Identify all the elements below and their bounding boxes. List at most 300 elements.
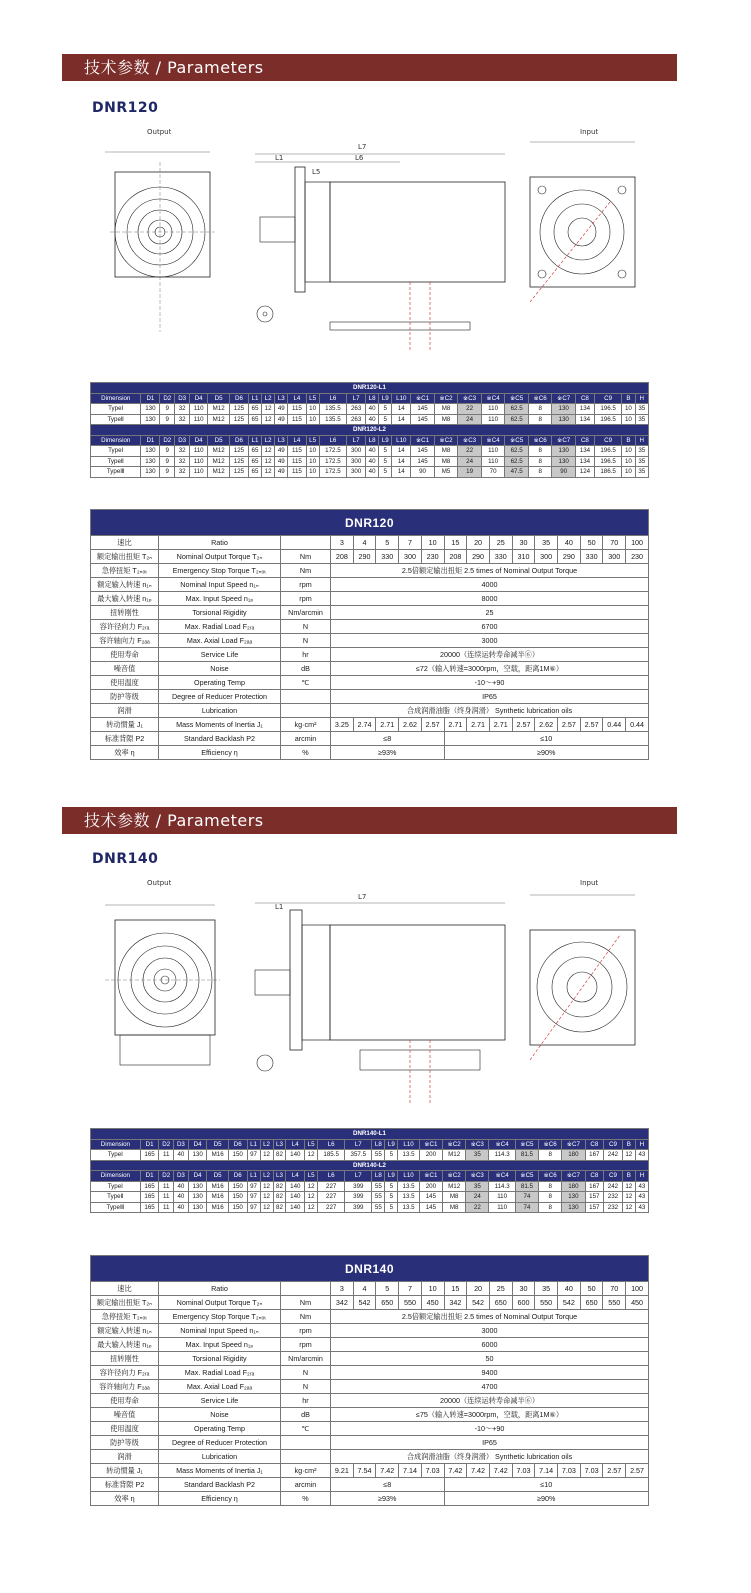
dim-header-cell: L8 xyxy=(372,1171,385,1182)
model-title: DNR140 xyxy=(92,851,159,867)
dim-cell: 11 xyxy=(159,1181,174,1192)
dim-cell: 24 xyxy=(466,1192,489,1203)
dim-cell: 10 xyxy=(306,467,319,478)
dim-header-cell: ※C3 xyxy=(458,393,482,404)
param-label-cn: 扭转刚性 xyxy=(91,1352,159,1366)
dim-cell: 110 xyxy=(190,446,208,457)
dim-cell: 49 xyxy=(275,414,288,425)
torque-value: 290 xyxy=(353,550,376,564)
ratio-value: 5 xyxy=(376,1282,399,1296)
inertia-value: 3.25 xyxy=(331,718,354,732)
dim-cell: 145 xyxy=(419,1202,442,1213)
dim-cell: 157 xyxy=(585,1202,604,1213)
dim-cell: 150 xyxy=(228,1202,247,1213)
dim-cell: 5 xyxy=(385,1202,398,1213)
param-label-en: Torsional Rigidity xyxy=(159,606,281,620)
dim-group-title: DNR140-L1 xyxy=(91,1129,649,1140)
param-value: 25 xyxy=(331,606,649,620)
dim-cell: 145 xyxy=(411,446,435,457)
dim-cell: 82 xyxy=(273,1192,286,1203)
dim-cell: 49 xyxy=(275,456,288,467)
svg-text:L7: L7 xyxy=(358,893,367,901)
dim-header-cell: D6 xyxy=(228,1139,247,1150)
torque-value: 650 xyxy=(580,1296,603,1310)
dim-cell: 40 xyxy=(174,1202,189,1213)
dim-header-cell: ※C6 xyxy=(539,1139,562,1150)
param-row xyxy=(91,1366,649,1380)
dim-cell: M8 xyxy=(443,1192,466,1203)
dim-cell: 35 xyxy=(635,404,648,415)
inertia-value: 7.03 xyxy=(512,1464,535,1478)
torque-value: 208 xyxy=(444,550,467,564)
param-label-en: Mass Moments of Inertia J₁ xyxy=(159,718,281,732)
inertia-value: 2.57 xyxy=(603,1464,626,1478)
dim-cell: 185.5 xyxy=(318,1150,345,1161)
inertia-value: 7.14 xyxy=(535,1464,558,1478)
dim-header-cell: D4 xyxy=(190,393,208,404)
dim-header-cell: ※C3 xyxy=(466,1139,489,1150)
dim-header-cell: Dimension xyxy=(91,435,141,446)
torque-value: 550 xyxy=(399,1296,422,1310)
ratio-value: 4 xyxy=(353,536,376,550)
dim-header-cell: ※C3 xyxy=(458,435,482,446)
dim-cell: 47.5 xyxy=(505,467,529,478)
dim-cell: 22 xyxy=(458,446,482,457)
param-label-cn: 容许轴向力 F₂ₐₐ xyxy=(91,634,159,648)
param-label-cn: 噪音值 xyxy=(91,1408,159,1422)
dim-cell: 130 xyxy=(188,1181,207,1192)
dim-cell: M12 xyxy=(208,404,230,415)
dim-header-cell: L8 xyxy=(366,435,379,446)
dim-cell: 12 xyxy=(260,1202,273,1213)
inertia-value: 2.71 xyxy=(467,718,490,732)
dim-header-cell: Dimension xyxy=(91,1171,141,1182)
dim-group-title-row xyxy=(91,383,649,394)
dim-cell: 90 xyxy=(411,467,435,478)
dim-cell: 10 xyxy=(622,414,635,425)
technical-drawing xyxy=(90,122,650,362)
dim-cell: 10 xyxy=(306,414,319,425)
dim-cell: 196.5 xyxy=(594,404,622,415)
param-unit: Nm xyxy=(281,1296,331,1310)
dim-cell: 130 xyxy=(552,414,576,425)
inertia-value: 0.44 xyxy=(603,718,626,732)
dim-cell: 8 xyxy=(528,446,552,457)
dim-cell: 110 xyxy=(489,1192,515,1203)
dim-cell: 32 xyxy=(175,404,190,415)
drawing-output-label: Output xyxy=(147,879,172,887)
inertia-value: 2.62 xyxy=(535,718,558,732)
dim-cell: 150 xyxy=(228,1150,247,1161)
dim-header-cell: C8 xyxy=(575,393,594,404)
dim-header-cell: D3 xyxy=(175,435,190,446)
dim-cell: 10 xyxy=(622,404,635,415)
dim-cell: 10 xyxy=(306,404,319,415)
dim-header-cell: L7 xyxy=(345,1139,372,1150)
dim-cell: 110 xyxy=(481,446,505,457)
ratio-value: 10 xyxy=(421,536,444,550)
section-banner: 技术参数 / Parameters xyxy=(62,807,677,834)
ratio-value: 30 xyxy=(512,1282,535,1296)
svg-text:L5: L5 xyxy=(312,168,321,176)
torque-value: 300 xyxy=(603,550,626,564)
ratio-row xyxy=(91,536,649,550)
param-unit: N xyxy=(281,620,331,634)
dim-cell: M16 xyxy=(207,1150,228,1161)
dim-header-cell: L9 xyxy=(379,435,392,446)
torque-value: 450 xyxy=(626,1296,649,1310)
dim-header-cell: ※C7 xyxy=(562,1139,585,1150)
dim-header-cell: D5 xyxy=(207,1139,228,1150)
backlash-value-low: ≤8 xyxy=(331,732,445,746)
param-row xyxy=(91,592,649,606)
dim-cell: 43 xyxy=(635,1192,648,1203)
torque-value: 542 xyxy=(558,1296,581,1310)
dim-header-cell: L1 xyxy=(247,1171,260,1182)
dim-cell: 134 xyxy=(575,456,594,467)
dim-cell: M12 xyxy=(208,456,230,467)
dim-cell: 12 xyxy=(622,1192,635,1203)
dimension-table xyxy=(90,382,649,478)
dim-cell: 130 xyxy=(552,446,576,457)
ratio-value: 100 xyxy=(626,536,649,550)
dim-cell: 242 xyxy=(604,1181,623,1192)
ratio-unit xyxy=(281,536,331,550)
dim-header-cell: L3 xyxy=(275,435,288,446)
dim-header-cell: ※C1 xyxy=(411,393,435,404)
dim-header-cell: L4 xyxy=(288,435,306,446)
dim-cell: 8 xyxy=(528,467,552,478)
inertia-value: 7.03 xyxy=(421,1464,444,1478)
dim-cell: 65 xyxy=(248,456,261,467)
param-label-cn: 使用寿命 xyxy=(91,1394,159,1408)
param-unit xyxy=(281,690,331,704)
backlash-value-high: ≤10 xyxy=(444,1478,648,1492)
inertia-row xyxy=(91,718,649,732)
dim-header-cell: D1 xyxy=(141,393,160,404)
dim-cell: 114.3 xyxy=(489,1181,515,1192)
efficiency-value-low: ≥93% xyxy=(331,746,445,760)
dim-cell: 82 xyxy=(273,1202,286,1213)
dim-header-cell: D5 xyxy=(208,393,230,404)
ratio-unit xyxy=(281,1282,331,1296)
dim-header-cell: L2 xyxy=(262,435,275,446)
dim-cell: M8 xyxy=(434,456,458,467)
torque-row xyxy=(91,1296,649,1310)
dim-cell: 130 xyxy=(188,1192,207,1203)
param-row xyxy=(91,1310,649,1324)
param-value: IP65 xyxy=(331,1436,649,1450)
param-label-cn: 额定输入转速 n₁ₙ xyxy=(91,578,159,592)
param-row xyxy=(91,1324,649,1338)
dim-header-cell: ※C1 xyxy=(419,1171,442,1182)
torque-value: 230 xyxy=(626,550,649,564)
ratio-value: 3 xyxy=(331,536,354,550)
dim-cell: 124 xyxy=(575,467,594,478)
param-label-en: Service Life xyxy=(159,648,281,662)
dim-cell: M16 xyxy=(207,1192,228,1203)
param-value: -10～+90 xyxy=(331,1422,649,1436)
ratio-value: 70 xyxy=(603,536,626,550)
dim-cell: 14 xyxy=(392,467,411,478)
dim-cell: 9 xyxy=(160,404,175,415)
dim-header-cell: C9 xyxy=(594,435,622,446)
dim-header-cell: L6 xyxy=(318,1171,345,1182)
param-unit: ℃ xyxy=(281,1422,331,1436)
dim-cell: 81.5 xyxy=(515,1181,538,1192)
param-label-en: Standard Backlash P2 xyxy=(159,732,281,746)
ratio-value: 40 xyxy=(558,1282,581,1296)
dim-cell: 110 xyxy=(481,414,505,425)
dim-cell: 12 xyxy=(260,1192,273,1203)
dim-cell: M12 xyxy=(443,1181,466,1192)
ratio-value: 25 xyxy=(489,536,512,550)
dim-data-row xyxy=(91,1192,649,1203)
inertia-value: 2.57 xyxy=(512,718,535,732)
ratio-value: 100 xyxy=(626,1282,649,1296)
dim-header-cell: L9 xyxy=(385,1171,398,1182)
inertia-row xyxy=(91,1464,649,1478)
torque-value: 310 xyxy=(512,550,535,564)
dim-header-cell: D3 xyxy=(174,1139,189,1150)
torque-value: 542 xyxy=(353,1296,376,1310)
dim-cell: M5 xyxy=(434,467,458,478)
dim-header-cell: ※C7 xyxy=(552,393,576,404)
param-unit: N xyxy=(281,1380,331,1394)
dim-cell: 180 xyxy=(562,1181,585,1192)
torque-value: 600 xyxy=(512,1296,535,1310)
dim-cell: 12 xyxy=(260,1150,273,1161)
dim-header-cell: ※C1 xyxy=(419,1139,442,1150)
dim-cell: 14 xyxy=(392,446,411,457)
dim-header-cell: ※C2 xyxy=(443,1139,466,1150)
dim-cell: 12 xyxy=(305,1192,318,1203)
dim-header-cell: C8 xyxy=(575,435,594,446)
inertia-value: 2.57 xyxy=(558,718,581,732)
inertia-value: 7.42 xyxy=(444,1464,467,1478)
torque-value: 290 xyxy=(558,550,581,564)
dim-cell: 74 xyxy=(515,1192,538,1203)
parameter-table xyxy=(90,509,649,760)
ratio-value: 3 xyxy=(331,1282,354,1296)
dim-cell: 172.5 xyxy=(319,467,347,478)
param-table-body xyxy=(91,1256,649,1506)
param-label-en: Max. Axial Load F₂ₐₐ xyxy=(159,1380,281,1394)
dim-cell: 200 xyxy=(419,1181,442,1192)
dim-cell: 140 xyxy=(286,1150,305,1161)
dim-cell: 130 xyxy=(188,1150,207,1161)
dim-cell: 232 xyxy=(604,1192,623,1203)
inertia-value: 7.42 xyxy=(489,1464,512,1478)
dim-header-cell: ※C6 xyxy=(539,1171,562,1182)
param-row xyxy=(91,1436,649,1450)
inertia-value: 9.21 xyxy=(331,1464,354,1478)
param-value: 6700 xyxy=(331,620,649,634)
dim-cell: 186.5 xyxy=(594,467,622,478)
dim-cell: 115 xyxy=(288,456,306,467)
param-label-en: Max. Input Speed n₁ₚ xyxy=(159,592,281,606)
ratio-row xyxy=(91,1282,649,1296)
dim-cell: 40 xyxy=(366,414,379,425)
efficiency-value-high: ≥90% xyxy=(444,746,648,760)
dim-cell: 5 xyxy=(379,467,392,478)
dim-header-cell: L10 xyxy=(398,1139,419,1150)
param-label-en: Nominal Input Speed n₁ₙ xyxy=(159,578,281,592)
dim-cell: 110 xyxy=(190,404,208,415)
dim-data-row xyxy=(91,446,649,457)
param-row xyxy=(91,634,649,648)
param-value: 合成润滑油脂（终身润滑） Synthetic lubrication oils xyxy=(331,1450,649,1464)
dim-cell: 10 xyxy=(622,467,635,478)
section-banner: 技术参数 / Parameters xyxy=(62,54,677,81)
dim-cell: 82 xyxy=(273,1150,286,1161)
dim-cell: 12 xyxy=(262,446,275,457)
dim-cell: 8 xyxy=(528,414,552,425)
ratio-value: 10 xyxy=(421,1282,444,1296)
dim-cell: TypeⅡ xyxy=(91,1192,141,1203)
dim-cell: 12 xyxy=(260,1181,273,1192)
dim-cell: 8 xyxy=(539,1202,562,1213)
param-value: 9400 xyxy=(331,1366,649,1380)
dim-header-cell: ※C6 xyxy=(528,435,552,446)
dim-cell: 12 xyxy=(305,1150,318,1161)
dim-header-cell: D5 xyxy=(208,435,230,446)
dim-cell: TypeⅡ xyxy=(91,456,141,467)
dim-cell: 125 xyxy=(230,404,249,415)
inertia-value: 2.71 xyxy=(444,718,467,732)
dim-cell: 35 xyxy=(635,456,648,467)
dim-cell: 145 xyxy=(411,456,435,467)
svg-text:L6: L6 xyxy=(355,154,364,162)
param-label-en: Degree of Reducer Protection xyxy=(159,690,281,704)
param-label-cn: 容许径向力 F₂ᵣₐ xyxy=(91,1366,159,1380)
torque-value: 650 xyxy=(376,1296,399,1310)
param-label-en: Noise xyxy=(159,662,281,676)
dim-cell: 5 xyxy=(379,414,392,425)
param-row xyxy=(91,648,649,662)
dim-cell: 22 xyxy=(458,404,482,415)
dim-header-cell: H xyxy=(635,435,648,446)
dim-cell: 43 xyxy=(635,1181,648,1192)
param-value: IP65 xyxy=(331,690,649,704)
dim-cell: 110 xyxy=(481,404,505,415)
param-row xyxy=(91,564,649,578)
dim-cell: 32 xyxy=(175,446,190,457)
param-label-en: Efficiency η xyxy=(159,746,281,760)
dim-cell: 65 xyxy=(248,446,261,457)
param-unit: rpm xyxy=(281,592,331,606)
dim-header-cell: C8 xyxy=(585,1171,604,1182)
dim-header-cell: ※C7 xyxy=(562,1171,585,1182)
inertia-value: 0.44 xyxy=(626,718,649,732)
dim-header-cell: L5 xyxy=(306,393,319,404)
param-label-en: Emergency Stop Torque T₂ₙₒₜ xyxy=(159,564,281,578)
dim-cell: 134 xyxy=(575,446,594,457)
param-unit: rpm xyxy=(281,1338,331,1352)
dim-cell: 300 xyxy=(347,456,366,467)
dim-header-cell: C9 xyxy=(604,1139,623,1150)
dim-header-cell: ※C4 xyxy=(489,1171,515,1182)
dim-cell: 40 xyxy=(174,1150,189,1161)
dim-cell: 97 xyxy=(247,1202,260,1213)
ratio-value: 25 xyxy=(489,1282,512,1296)
torque-value: 550 xyxy=(535,1296,558,1310)
dim-cell: 110 xyxy=(190,456,208,467)
param-unit: Nm xyxy=(281,1310,331,1324)
param-row xyxy=(91,606,649,620)
backlash-value-high: ≤10 xyxy=(444,732,648,746)
param-label-cn: 标准背隙 P2 xyxy=(91,1478,159,1492)
dim-cell: 114.3 xyxy=(489,1150,515,1161)
param-unit: rpm xyxy=(281,578,331,592)
param-value: 50 xyxy=(331,1352,649,1366)
dim-header-cell: B xyxy=(622,1139,635,1150)
dim-cell: 9 xyxy=(160,414,175,425)
torque-value: 230 xyxy=(421,550,444,564)
dim-cell: 300 xyxy=(347,467,366,478)
param-unit: hr xyxy=(281,648,331,662)
dim-cell: 12 xyxy=(262,414,275,425)
dim-cell: 11 xyxy=(159,1150,174,1161)
dim-header-cell: L4 xyxy=(286,1171,305,1182)
dim-header-cell: L2 xyxy=(260,1139,273,1150)
torque-row xyxy=(91,550,649,564)
dim-header-cell: L5 xyxy=(305,1171,318,1182)
dim-header-cell: D2 xyxy=(160,435,175,446)
svg-text:L7: L7 xyxy=(358,143,367,151)
param-label-cn: 效率 η xyxy=(91,746,159,760)
dim-cell: 125 xyxy=(230,467,249,478)
param-label-en: Standard Backlash P2 xyxy=(159,1478,281,1492)
dim-header-cell: D3 xyxy=(175,393,190,404)
param-label-cn: 标准背隙 P2 xyxy=(91,732,159,746)
torque-value: 650 xyxy=(489,1296,512,1310)
param-row xyxy=(91,620,649,634)
dim-cell: 5 xyxy=(385,1181,398,1192)
param-value: 4000 xyxy=(331,578,649,592)
dim-header-cell: D4 xyxy=(188,1139,207,1150)
dim-cell: 134 xyxy=(575,414,594,425)
dim-header-row xyxy=(91,435,649,446)
param-value: 20000（连续运转寿命减半⑥） xyxy=(331,648,649,662)
param-unit: dB xyxy=(281,1408,331,1422)
param-row xyxy=(91,1450,649,1464)
dim-header-cell: D4 xyxy=(190,435,208,446)
inertia-value: 2.71 xyxy=(376,718,399,732)
param-label-cn: 润滑 xyxy=(91,1450,159,1464)
dim-cell: 110 xyxy=(481,456,505,467)
dim-header-cell: ※C5 xyxy=(515,1139,538,1150)
dim-cell: 130 xyxy=(552,456,576,467)
dim-header-cell: B xyxy=(622,435,635,446)
param-value: 4700 xyxy=(331,1380,649,1394)
param-label-cn: 最大输入转速 n₁ₚ xyxy=(91,592,159,606)
dim-cell: 115 xyxy=(288,404,306,415)
dim-cell: 263 xyxy=(347,404,366,415)
dim-cell: 227 xyxy=(318,1192,345,1203)
dim-cell: 8 xyxy=(539,1181,562,1192)
inertia-value: 2.74 xyxy=(353,718,376,732)
technical-drawing xyxy=(90,875,650,1115)
param-value: 合成润滑油脂（终身润滑） Synthetic lubrication oils xyxy=(331,704,649,718)
dim-cell: 11 xyxy=(159,1202,174,1213)
dim-cell: 13.5 xyxy=(398,1150,419,1161)
dim-header-cell: D4 xyxy=(188,1171,207,1182)
param-label-en: Lubrication xyxy=(159,1450,281,1464)
dim-cell: 97 xyxy=(247,1192,260,1203)
param-row xyxy=(91,578,649,592)
dim-cell: 12 xyxy=(262,404,275,415)
